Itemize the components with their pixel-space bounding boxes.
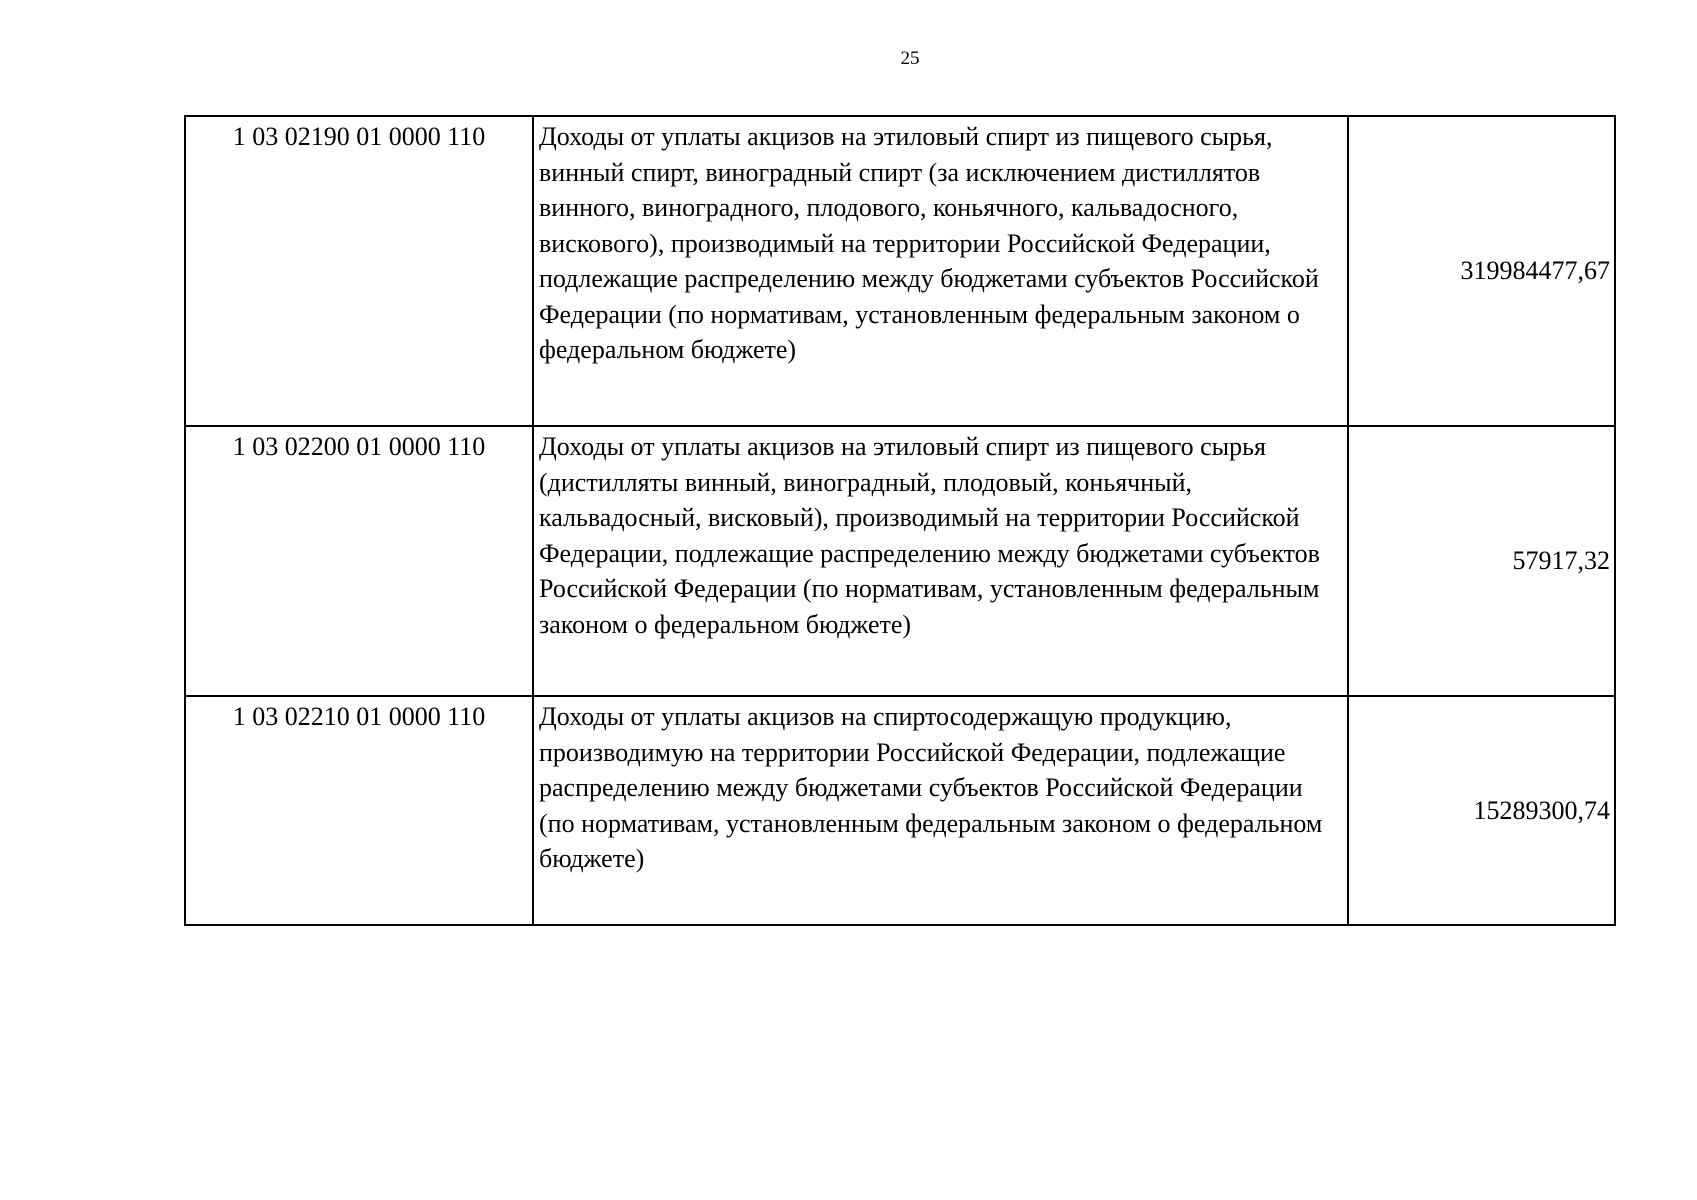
table-row (185, 696, 1615, 925)
revenue-code-cell: 1 03 02200 01 0000 110 (185, 426, 533, 696)
revenue-name-cell: Доходы от уплаты акцизов на этиловый спирт из пищевого сырья (дистилляты винный, виноградный, плодовый, коньячный, кальвадосный, висковый), производимый на территории Российской Федерации, подлежащие распределению между бюджетами субъектов Российской Федерации (по нормативам, установленным федеральным законом о федеральном бюджете) (533, 426, 1348, 696)
revenue-table (184, 115, 1616, 926)
revenue-name-cell: Доходы от уплаты акцизов на спиртосодержащую продукцию, производимую на территории Российской Федерации, подлежащие распределению между бюджетами субъектов Российской Федерации (по нормативам, установленным федеральным законом о федеральном бюджете) (533, 696, 1348, 925)
revenue-name-cell: Доходы от уплаты акцизов на этиловый спирт из пищевого сырья, винный спирт, виноградный спирт (за исключением дистиллятов винного, виноградного, плодового, коньячного, кальвадосного, вискового), производимый на территории Российской Федерации, подлежащие распределению между бюджетами субъектов Российской Федерации (по нормативам, установленным федеральным законом о федеральном бюджете) (533, 116, 1348, 426)
revenue-code-cell: 1 03 02210 01 0000 110 (185, 696, 533, 925)
revenue-amount-cell: 15289300,74 (1348, 696, 1615, 925)
revenue-amount-cell: 57917,32 (1348, 426, 1615, 696)
revenue-code-cell: 1 03 02190 01 0000 110 (185, 116, 533, 426)
table-row (185, 116, 1615, 426)
page-number: 25 (900, 48, 920, 69)
revenue-amount-cell: 319984477,67 (1348, 116, 1615, 426)
table-row (185, 426, 1615, 696)
